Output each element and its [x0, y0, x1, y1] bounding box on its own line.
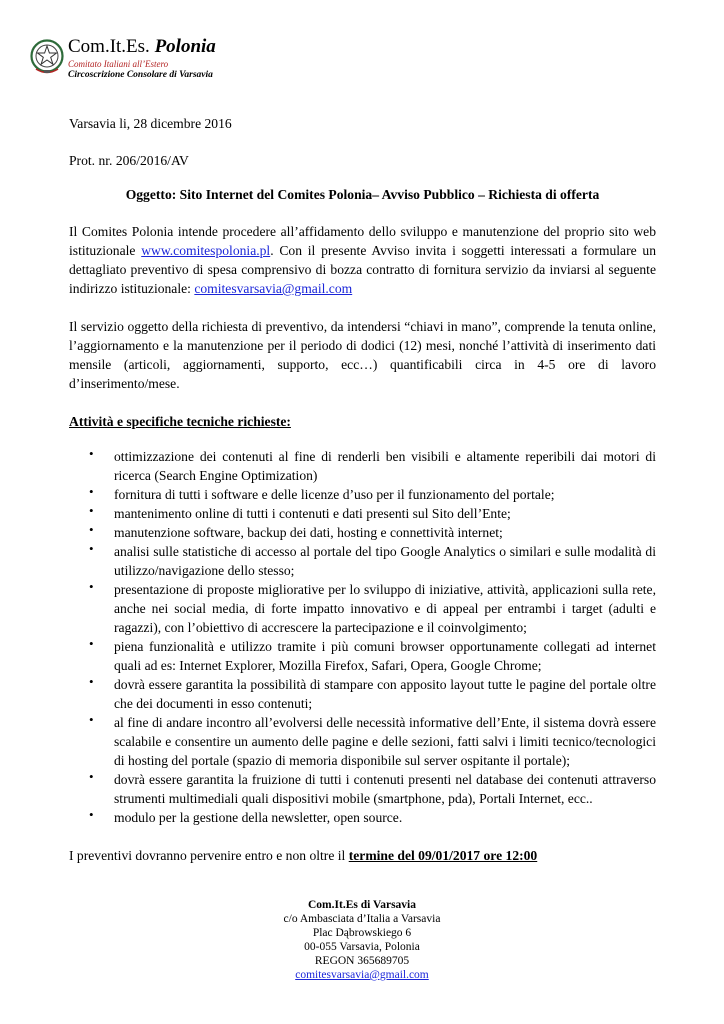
- footer-email-link[interactable]: comitesvarsavia@gmail.com: [295, 969, 429, 981]
- requirements-list: [69, 447, 656, 827]
- list-item-text: presentazione di proposte migliorative per lo sviluppo di iniziative, attività, applicazioni sulla rete, anche nei social media, di forte impatto innovativo e di appeal per entrambi i target (adulti e ragazzi), con l’obiettivo di accrescere la partecipazione e il coinvolgimento;: [114, 582, 656, 635]
- deadline-date: termine del 09/01/2017 ore 12:00: [348, 848, 538, 863]
- list-item-text: al fine di andare incontro all’evolversi delle necessità informative dell’Ente, il sistema dovrà essere scalabile e consentire un aumento delle pagine e delle sezioni, fatti salvi i limiti tecnico/tecnologici di hosting del portale (spazio di memoria disponibile sul server ospitante il portale);: [114, 715, 656, 768]
- list-item: [69, 637, 656, 675]
- intro-text-2: . Con il presente Avviso invita i soggetti interessati a formulare un dettagliato preventivo di spesa comprensivo di bozza contratto di fornitura servizio da inviarsi al seguente indirizzo istituzionale:: [69, 243, 656, 296]
- bullet-icon: •: [89, 579, 94, 594]
- bullet-icon: •: [89, 769, 94, 784]
- list-item-text: analisi sulle statistiche di accesso al portale del tipo Google Analytics o similari e sulle modalità di utilizzo/navigazione dello stesso;: [114, 544, 656, 578]
- bullet-icon: •: [89, 674, 94, 689]
- list-item-text: dovrà essere garantita la fruizione di tutti i contenuti presenti nel database dei contenuti attraverso strumenti multimediali quali dispositivi mobile (smartphone, pda), Portali Internet, ecc..: [114, 772, 656, 806]
- bullet-icon: •: [89, 636, 94, 651]
- bullet-icon: •: [89, 712, 94, 727]
- footer-address-3: 00-055 Varsavia, Polonia: [304, 941, 420, 953]
- list-item: [69, 675, 656, 713]
- bullet-icon: •: [89, 503, 94, 518]
- protocol-number: Prot. nr. 206/2016/AV: [69, 153, 189, 168]
- list-item-text: modulo per la gestione della newsletter, open source.: [114, 810, 403, 825]
- footer-regon: REGON 365689705: [314, 955, 410, 967]
- deadline-paragraph: [69, 846, 656, 865]
- list-item-text: manutenzione software, backup dei dati, hosting e connettività internet;: [114, 525, 503, 540]
- list-item: [69, 580, 656, 637]
- list-item-text: fornitura di tutti i software e delle licenze d’uso per il funzionamento del portale;: [114, 487, 555, 502]
- bullet-icon: •: [89, 522, 94, 537]
- list-item: [69, 523, 656, 542]
- footer-address-1: c/o Ambasciata d’Italia a Varsavia: [283, 913, 441, 925]
- list-item: [69, 485, 656, 504]
- list-item: [69, 447, 656, 485]
- list-item-text: mantenimento online di tutti i contenuti e dati presenti sul Sito dell’Ente;: [114, 506, 511, 521]
- list-item-text: ottimizzazione dei contenuti al fine di renderli ben visibili e altamente reperibili dai motori di ricerca (Search Engine Optimization): [114, 449, 656, 483]
- bullet-icon: •: [89, 541, 94, 556]
- section-title: Attività e specifiche tecniche richieste:: [69, 414, 291, 429]
- letter-date: Varsavia li, 28 dicembre 2016: [69, 116, 232, 131]
- list-item: [69, 504, 656, 523]
- letterhead-circoscrizione: Circoscrizione Consolare di Varsavia: [68, 70, 213, 80]
- letterhead-title-main: Com.It.Es.: [68, 36, 150, 57]
- bullet-icon: •: [89, 446, 94, 461]
- letterhead-subtitle: Comitato Italiani all’Estero: [68, 59, 169, 69]
- letterhead-title-accent: Polonia: [154, 36, 216, 57]
- list-item: [69, 808, 656, 827]
- intro-text-1: Il Comites Polonia intende procedere all’affidamento dello sviluppo e manutenzione del proprio sito web istituzionale: [69, 224, 656, 258]
- emblem-icon: [30, 36, 64, 78]
- bullet-icon: •: [89, 484, 94, 499]
- footer-org: Com.It.Es di Varsavia: [308, 899, 416, 911]
- list-item-text: dovrà essere garantita la possibilità di stampare con apposito layout tutte le pagine del portale oltre che dei documenti in esso contenuti;: [114, 677, 656, 711]
- deadline-text: I preventivi dovranno pervenire entro e non oltre il: [69, 848, 349, 863]
- list-item: [69, 770, 656, 808]
- intro-paragraph: [69, 222, 656, 298]
- service-paragraph: Il servizio oggetto della richiesta di preventivo, da intendersi “chiavi in mano”, comprende la tenuta online, l’aggiornamento e la manutenzione per il periodo di dodici (12) mesi, nonché l’attività di inserimento dati mensile (articoli, aggiornamenti, supporto, ecc…) quantificabili circa in 4-5 ore di lavoro d’inserimento/mese.: [69, 319, 656, 391]
- footer: [0, 898, 724, 982]
- letterhead-title: [68, 36, 216, 58]
- list-item: [69, 542, 656, 580]
- website-link[interactable]: www.comitespolonia.pl: [141, 243, 271, 258]
- list-item-text: piena funzionalità e utilizzo tramite i più comuni browser opportunamente collegati ad internet quali ad es: Internet Explorer, Mozilla Firefox, Safari, Opera, Google Chrome;: [114, 639, 656, 673]
- letter-body: [69, 114, 656, 865]
- footer-address-2: Plac Dąbrowskiego 6: [312, 927, 412, 939]
- email-link[interactable]: comitesvarsavia@gmail.com: [194, 281, 353, 296]
- bullet-icon: •: [89, 807, 94, 822]
- list-item: [69, 713, 656, 770]
- letter-subject: Oggetto: Sito Internet del Comites Polonia– Avviso Pubblico – Richiesta di offerta: [125, 187, 600, 202]
